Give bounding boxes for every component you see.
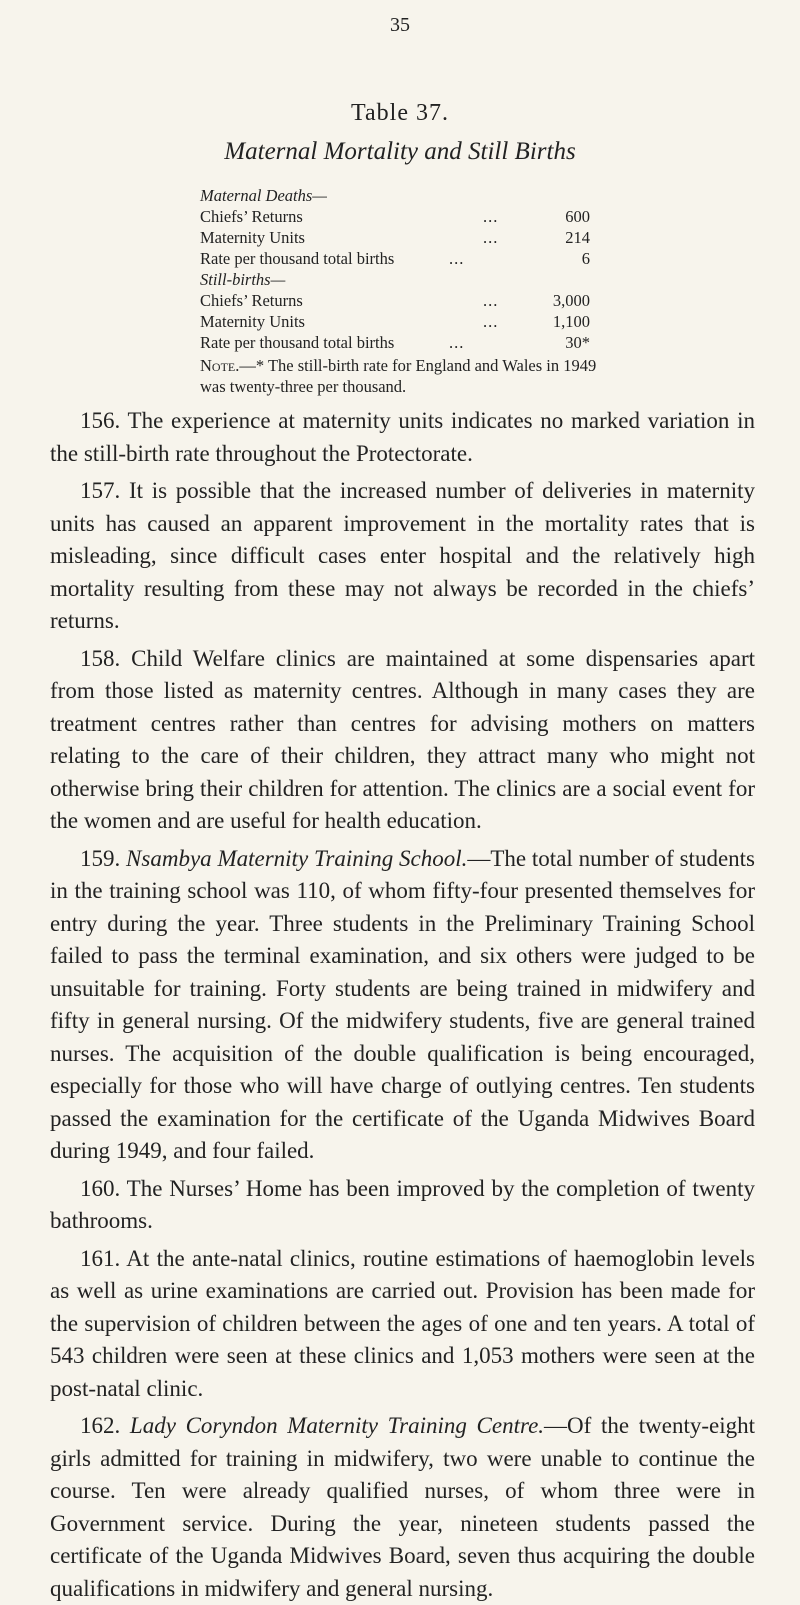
paragraph-text: At the ante-natal clinics, routine estimations of haemoglobin levels as well as urine examinations are carried out. Provision has been made for the supervision of children between the ages of one and ten years. A total of 543 children were seen at these clinics and 1,053 mothers were seen at the post-natal clinic. — [50, 1245, 755, 1401]
still-births-heading: Still-births— — [200, 270, 286, 289]
paragraph — [50, 405, 755, 470]
note-label: Note. — [200, 356, 240, 375]
paragraph-heading: Nsambya Maternity Training School. — [126, 845, 468, 871]
body-text — [50, 405, 755, 1605]
stat-row — [200, 332, 590, 353]
stat-value: 214 — [565, 228, 590, 247]
leader-dots: ... — [483, 291, 499, 310]
paragraph-number: 158. — [80, 645, 121, 671]
paragraph — [50, 1173, 755, 1238]
paragraph — [50, 1410, 755, 1605]
stat-value: 1,100 — [552, 312, 590, 331]
paragraph-number: 159. — [80, 845, 121, 871]
stat-value: 30* — [565, 333, 590, 352]
paragraph — [50, 475, 755, 638]
table-note — [200, 355, 600, 397]
stat-row — [200, 206, 590, 227]
stat-value: 3,000 — [552, 291, 590, 310]
stat-row — [200, 248, 590, 269]
stat-label: Rate per thousand total births — [200, 333, 395, 352]
paragraph — [50, 643, 755, 838]
leader-dots: ... — [449, 249, 465, 268]
table-title: Table 37. — [351, 100, 449, 126]
note-text: —* The still-birth rate for England and Wales in 1949 was twenty-three per thousand. — [200, 356, 597, 396]
stat-label: Rate per thousand total births — [200, 249, 395, 268]
stat-label: Chiefs’ Returns — [200, 207, 303, 226]
stat-row — [200, 227, 590, 248]
leader-dots: ... — [449, 333, 465, 352]
paragraph-text: The experience at maternity units indicates no marked variation in the still-birth rate throughout the Protectorate. — [50, 408, 755, 466]
paragraph-text: Child Welfare clinics are maintained at some dispensaries apart from those listed as maternity centres. Although in many cases they are treatment centres rather than centres for advising mothers on matters relating to the care of their children, they attract many who might not otherwise bring their children for attention. The clinics are a social event for the women and are useful for health education. — [50, 645, 755, 833]
paragraph-number: 160. — [80, 1175, 121, 1201]
paragraph-number: 157. — [80, 478, 121, 503]
leader-dots: ... — [483, 207, 499, 226]
stat-label: Chiefs’ Returns — [200, 291, 303, 310]
stat-row — [200, 290, 590, 311]
paragraph-text: It is possible that the increased number of deliveries in maternity units has caused an apparent improvement in the mortality rates that is misleading, since difficult cases enter hospital and the relatively high mortality resulting from these may not always be recorded in the chiefs’ returns. — [50, 478, 755, 633]
stat-label: Maternity Units — [200, 312, 305, 331]
leader-dots: ... — [483, 228, 499, 247]
paragraph-number: 161. — [80, 1245, 121, 1271]
paragraph-number: 162. — [80, 1413, 121, 1438]
stat-value: 6 — [581, 249, 590, 268]
stat-label: Maternity Units — [200, 228, 305, 247]
stat-value: 600 — [565, 207, 590, 226]
paragraph-text: —Of the twenty-eight girls admitted for training in midwifery, two were unable to continue the course. Ten were already qualified nurses, of whom three were in Government service. During the year, nineteen students passed the certificate of the Uganda Midwives Board, seven thus acquiring the double qualifications in midwifery and general nursing. — [50, 1413, 755, 1601]
statistics-table — [200, 185, 590, 353]
page-number: 35 — [390, 14, 410, 36]
paragraph-number: 156. — [80, 408, 121, 433]
maternal-deaths-heading: Maternal Deaths— — [200, 186, 327, 205]
paragraph — [50, 843, 755, 1168]
paragraph-text: The Nurses’ Home has been improved by the completion of twenty bathrooms. — [50, 1175, 755, 1233]
table-subtitle: Maternal Mortality and Still Births — [224, 138, 576, 165]
paragraph — [50, 1243, 755, 1406]
leader-dots: ... — [483, 312, 499, 331]
paragraph-text: —The total number of students in the training school was 110, of whom fifty-four presented themselves for entry during the year. Three students in the Preliminary Training School failed to pass the terminal examination, and six others were judged to be unsuitable for training. Forty students are being trained in midwifery and fifty in general nursing. Of the midwifery students, five are general trained nurses. The acquisition of the double qualification is being encouraged, especially for those who will have charge of outlying centres. Ten students passed the examination for the certificate of the Uganda Midwives Board during 1949, and four failed. — [50, 845, 755, 1163]
paragraph-heading: Lady Coryndon Maternity Training Centre. — [129, 1413, 545, 1438]
stat-row — [200, 311, 590, 332]
